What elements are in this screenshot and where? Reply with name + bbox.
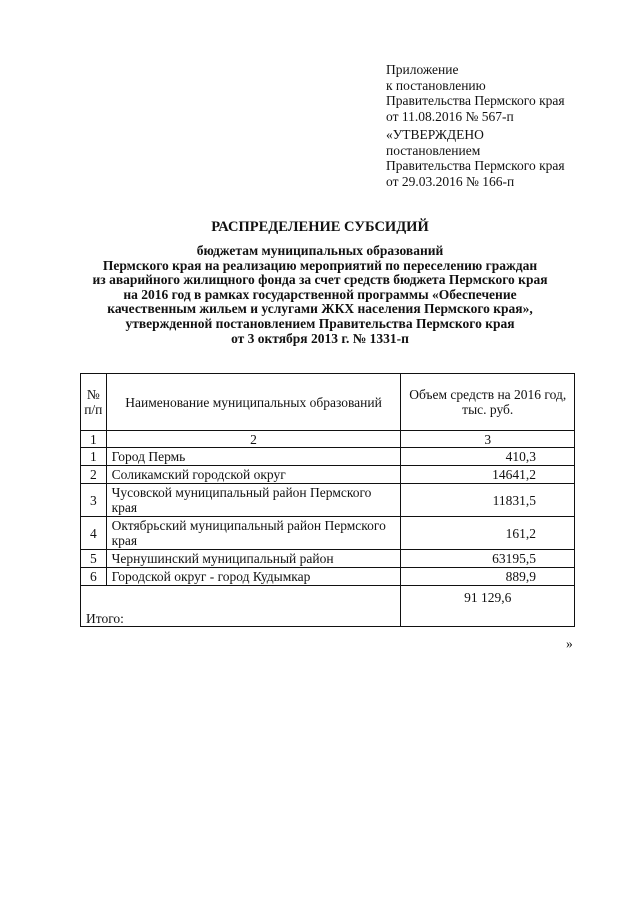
row-municipality: Соликамский городской округ xyxy=(106,466,401,484)
index-cell: 2 xyxy=(106,431,401,448)
row-municipality: Чусовской муниципальный район Пермского края xyxy=(106,484,401,517)
row-municipality: Чернушинский муниципальный район xyxy=(106,550,401,568)
column-index-row xyxy=(81,431,575,448)
subtitle-line: качественным жильем и услугами ЖКХ населения Пермского края», xyxy=(107,301,533,317)
document-title: РАСПРЕДЕЛЕНИЕ СУБСИДИЙ xyxy=(211,219,429,235)
row-number: 2 xyxy=(81,466,107,484)
closing-quote: » xyxy=(566,636,573,651)
row-number: 6 xyxy=(81,568,107,586)
index-cell: 1 xyxy=(81,431,107,448)
table-row xyxy=(81,568,575,586)
subtitle-line: утвержденной постановлением Правительства Пермского края xyxy=(125,315,515,331)
table-row xyxy=(81,550,575,568)
appendix-note xyxy=(386,62,565,124)
table-row xyxy=(81,484,575,517)
subtitle-line: бюджетам муниципальных образований xyxy=(196,243,444,258)
row-municipality: Город Пермь xyxy=(106,448,401,466)
appendix-line: к постановлению xyxy=(386,77,486,93)
row-municipality: Октябрьский муниципальный район Пермского края xyxy=(106,517,401,550)
row-number: 5 xyxy=(81,550,107,568)
subtitle-line: от 3 октября 2013 г. № 1331-п xyxy=(231,330,409,346)
approval-line: Правительства Пермского края xyxy=(386,158,565,173)
appendix-line: от 11.08.2016 № 567-п xyxy=(386,108,514,124)
subtitle-line: Пермского края на реализацию мероприятий по переселению граждан xyxy=(102,257,538,273)
row-amount: 889,9 xyxy=(401,568,575,586)
table-header-row xyxy=(81,374,575,431)
total-amount: 91 129,6 xyxy=(401,586,575,627)
row-amount: 161,2 xyxy=(401,517,575,550)
index-cell: 3 xyxy=(401,431,575,448)
document-subtitle xyxy=(60,244,580,346)
table-row xyxy=(81,448,575,466)
table-row xyxy=(81,517,575,550)
row-number: 3 xyxy=(81,484,107,517)
header-number: № п/п xyxy=(81,374,107,431)
header-amount: Объем средств на 2016 год, тыс. руб. xyxy=(401,374,575,431)
row-number: 4 xyxy=(81,517,107,550)
appendix-line: Приложение xyxy=(386,62,459,77)
row-amount: 14641,2 xyxy=(401,466,575,484)
approval-note xyxy=(386,127,565,189)
appendix-line: Правительства Пермского края xyxy=(386,93,565,108)
table-row xyxy=(81,466,575,484)
total-row xyxy=(81,586,575,627)
approval-line: постановлением xyxy=(386,142,481,158)
approval-line: от 29.03.2016 № 166-п xyxy=(386,173,515,189)
subtitle-line: на 2016 год в рамках государственной программы «Обеспечение xyxy=(123,286,517,302)
row-amount: 410,3 xyxy=(401,448,575,466)
row-municipality: Городской округ - город Кудымкар xyxy=(106,568,401,586)
subsidy-table xyxy=(80,373,575,627)
row-amount: 11831,5 xyxy=(401,484,575,517)
row-number: 1 xyxy=(81,448,107,466)
subtitle-line: из аварийного жилищного фонда за счет средств бюджета Пермского края xyxy=(92,272,548,288)
header-municipality: Наименование муниципальных образований xyxy=(106,374,401,431)
row-amount: 63195,5 xyxy=(401,550,575,568)
approval-line: «УТВЕРЖДЕНО xyxy=(386,127,484,142)
total-label: Итого: xyxy=(81,586,401,627)
